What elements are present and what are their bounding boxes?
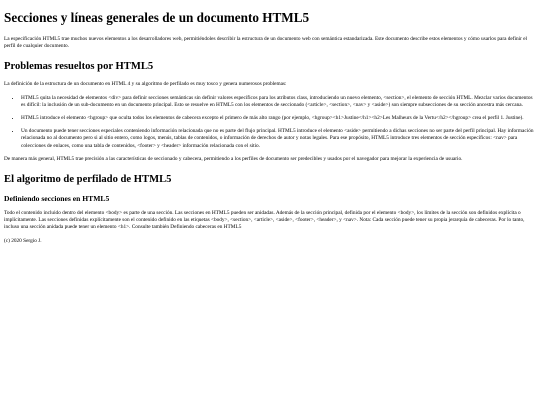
problems-closing-paragraph: De manera más general, HTML5 trae precisión a las características de seccionado y cabecera, permitiendo a los perfiles de documento ser predecibles y usados por el navegador para mejorar la experiencia de usuario. (4, 155, 463, 162)
intro-paragraph: La especificación HTML5 trae muchos nuevos elementos a los desarrolladores web, permitiéndoles describir la estructura de un documento web con semántica estandarizada. Este documento describe estos elementos y cómo usarlos para definir el perfil de cualquier documento. (4, 36, 528, 50)
list-item: • HTML5 quita la necesidad de elementos <div> para definir secciones semánticas sin definir valores específicos para los atributos class, introduciendo un nuevo elemento, <section>, el elemento de sección HTML. Mezclar varios documentos es difícil: la inclusión de un sub-documento en un documento principal. Esto se resuelve en HTML5 con los elementos de seccionado (<article>, <section>, <nav> y <aside>) son siempre subsecciones de su sección ancestra más cercana. (21, 95, 535, 109)
section-heading-algorithm: El algoritmo de perfilado de HTML5 (4, 174, 172, 186)
problems-lead-paragraph: La definición de la estructura de un documento en HTML 4 y su algoritmo de perfilado es muy tosco y genera numerosos problemas: (4, 81, 287, 88)
subsection-heading-defining-sections: Definiendo secciones en HTML5 (4, 194, 110, 204)
list-item: • Un documento puede tener secciones especiales conteniendo información relacionada que no es parte del flujo principal. HTML5 introduce el elemento <aside> permitiendo a dichas secciones no ser parte del perfil principal. Hay información relacionada no al documento pero si al sitio entero, como logos, menús, tablas de contenidos, o información de derechos de autor y notas legales. Para ese propósito, HTML5 introduce tres elementos de sección específicos: <nav> para colecciones de enlaces, como una tabla de contenidos, <footer> y <header> información relacionada con el sitio. (21, 128, 535, 150)
section-heading-problems: Problemas resueltos por HTML5 (4, 61, 154, 73)
copyright-footer: (c) 2020 Sergio J. (4, 237, 42, 244)
problems-list (4, 95, 535, 150)
defining-sections-paragraph: Todo el contenido incluido dentro del elemento <body> es parte de una sección. Las secciones en HTML5 pueden ser anidadas. Además de la sección principal, definida por el elemento <body>, los límites de la sección son definidos explícita o implícitamente. Las secciones definidas explícitamente son el contenido definido en las etiquetas <body>, <section>, <article>, <aside>, <footer>, <header>, y <nav>. Nota: Cada sección puede tener su propia jerarquía de cabeceras. Por lo tanto, incluso una sección anidada puede tener un elemento <h1>. Consulte también Definiendo cabeceras en HTML5 (4, 210, 525, 231)
list-item: • HTML5 introduce el elemento <hgroup> que oculta todos los elementos de cabecera excepto el primero de más alto rango (por ejemplo, <hgroup><h1>Justine</h1><h2>Les Malheurs de la Vertu</h2></hgroup> crea el perfil 1. Justine). (21, 115, 535, 122)
page-title: Secciones y líneas generales de un documento HTML5 (4, 10, 310, 25)
